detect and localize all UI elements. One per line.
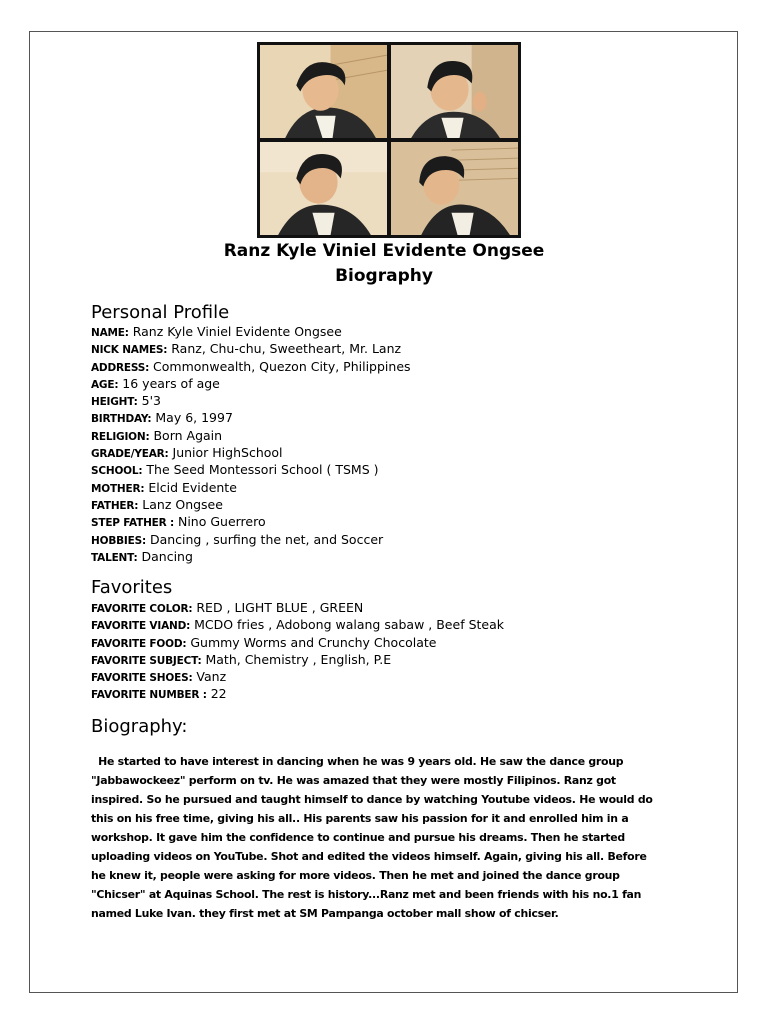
field-value: 16 years of age <box>118 375 220 391</box>
biography-line: uploading videos on YouTube. Shot and edited the videos himself. Again, giving his all. Before <box>91 850 647 863</box>
field-label: NAME: <box>91 327 129 339</box>
personal-profile-list <box>91 323 411 565</box>
field-label: HEIGHT: <box>91 396 138 409</box>
field-value: 5'3 <box>137 393 161 409</box>
field-label: GRADE/YEAR: <box>91 448 169 461</box>
field-value: May 6, 1997 <box>151 410 233 426</box>
field-label: FAVORITE SHOES: <box>91 672 193 685</box>
field-value: Vanz <box>192 669 227 685</box>
favorite-row <box>91 634 504 651</box>
field-label: FAVORITE NUMBER : <box>91 689 207 702</box>
biography-line: "Jabbawockeez" perform on tv. He was amazed that they were mostly Filipinos. Ranz got <box>91 774 616 787</box>
profile-row <box>91 496 411 513</box>
favorites-heading: Favorites <box>91 577 173 598</box>
field-label: NICK NAMES: <box>91 344 168 357</box>
favorite-row <box>91 616 504 633</box>
field-value: Ranz, Chu-chu, Sweetheart, Mr. Lanz <box>167 341 402 357</box>
field-value: The Seed Montessori School ( TSMS ) <box>142 462 379 478</box>
profile-row <box>91 392 411 409</box>
profile-row <box>91 375 411 392</box>
field-value: Dancing , surfing the net, and Soccer <box>145 531 384 547</box>
document-title: Ranz Kyle Viniel Evidente Ongsee <box>223 241 545 261</box>
field-value: Gummy Worms and Crunchy Chocolate <box>186 634 437 650</box>
profile-row <box>91 444 411 461</box>
field-label: SCHOOL: <box>91 465 143 478</box>
favorite-row <box>91 668 504 685</box>
profile-row <box>91 548 411 565</box>
profile-row <box>91 461 411 478</box>
profile-row <box>91 479 411 496</box>
profile-row <box>91 427 411 444</box>
field-value: Commonwealth, Quezon City, Philippines <box>149 358 411 374</box>
document-subtitle: Biography <box>335 266 433 286</box>
profile-row <box>91 409 411 426</box>
field-value: Ranz Kyle Viniel Evidente Ongsee <box>128 324 342 339</box>
field-value: RED , LIGHT BLUE , GREEN <box>192 600 364 615</box>
biography-line: this on his free time, giving his all.. His parents saw his passion for it and enrolled him in a <box>91 812 629 825</box>
field-value: Elcid Evidente <box>144 479 237 495</box>
field-value: Lanz Ongsee <box>138 496 223 512</box>
field-label: HOBBIES: <box>91 534 146 547</box>
biography-line: he knew it, people were asking for more videos. Then he met and joined the dance group <box>91 869 620 882</box>
field-label: ADDRESS: <box>91 361 150 374</box>
field-value: 22 <box>206 686 227 702</box>
profile-row <box>91 340 411 357</box>
favorite-row <box>91 651 504 668</box>
favorite-row <box>91 599 504 616</box>
field-label: TALENT: <box>91 551 138 564</box>
portrait-photo <box>391 45 518 138</box>
photo-collage <box>257 42 521 238</box>
portrait-photo <box>391 142 518 235</box>
field-value: Nino Guerrero <box>174 514 266 530</box>
profile-row <box>91 531 411 548</box>
field-label: RELIGION: <box>91 430 150 443</box>
field-label: STEP FATHER : <box>91 517 174 530</box>
biography-body <box>91 752 691 923</box>
field-label: FAVORITE COLOR: <box>91 603 193 615</box>
field-value: Math, Chemistry , English, P.E <box>201 651 392 667</box>
portrait-photo <box>260 142 387 235</box>
field-label: FATHER: <box>91 499 139 512</box>
biography-line: inspired. So he pursued and taught himself to dance by watching Youtube videos. He would do <box>91 793 653 806</box>
biography-line: named Luke Ivan. they first met at SM Pampanga october mall show of chicser. <box>91 907 559 920</box>
favorite-row <box>91 685 504 702</box>
field-label: AGE: <box>91 378 119 391</box>
field-label: FAVORITE SUBJECT: <box>91 654 202 667</box>
field-label: FAVORITE FOOD: <box>91 637 187 650</box>
field-value: MCDO fries , Adobong walang sabaw , Beef Steak <box>190 617 504 633</box>
biography-line: "Chicser" at Aquinas School. The rest is history...Ranz met and been friends with his no.1 fan <box>91 888 642 901</box>
profile-row <box>91 323 411 340</box>
field-label: MOTHER: <box>91 482 145 495</box>
field-value: Born Again <box>149 427 223 443</box>
biography-heading: Biography: <box>91 716 188 737</box>
personal-profile-heading: Personal Profile <box>91 302 230 323</box>
field-value: Dancing <box>137 548 193 564</box>
biography-line: workshop. It gave him the confidence to continue and pursue his dreams. Then he started <box>91 831 625 844</box>
favorites-list <box>91 599 504 703</box>
field-label: FAVORITE VIAND: <box>91 620 191 633</box>
field-value: Junior HighSchool <box>168 445 283 461</box>
biography-line: He started to have interest in dancing when he was 9 years old. He saw the dance group <box>91 755 624 768</box>
portrait-photo <box>260 45 387 138</box>
field-label: BIRTHDAY: <box>91 413 152 426</box>
profile-row <box>91 513 411 530</box>
profile-row <box>91 358 411 375</box>
